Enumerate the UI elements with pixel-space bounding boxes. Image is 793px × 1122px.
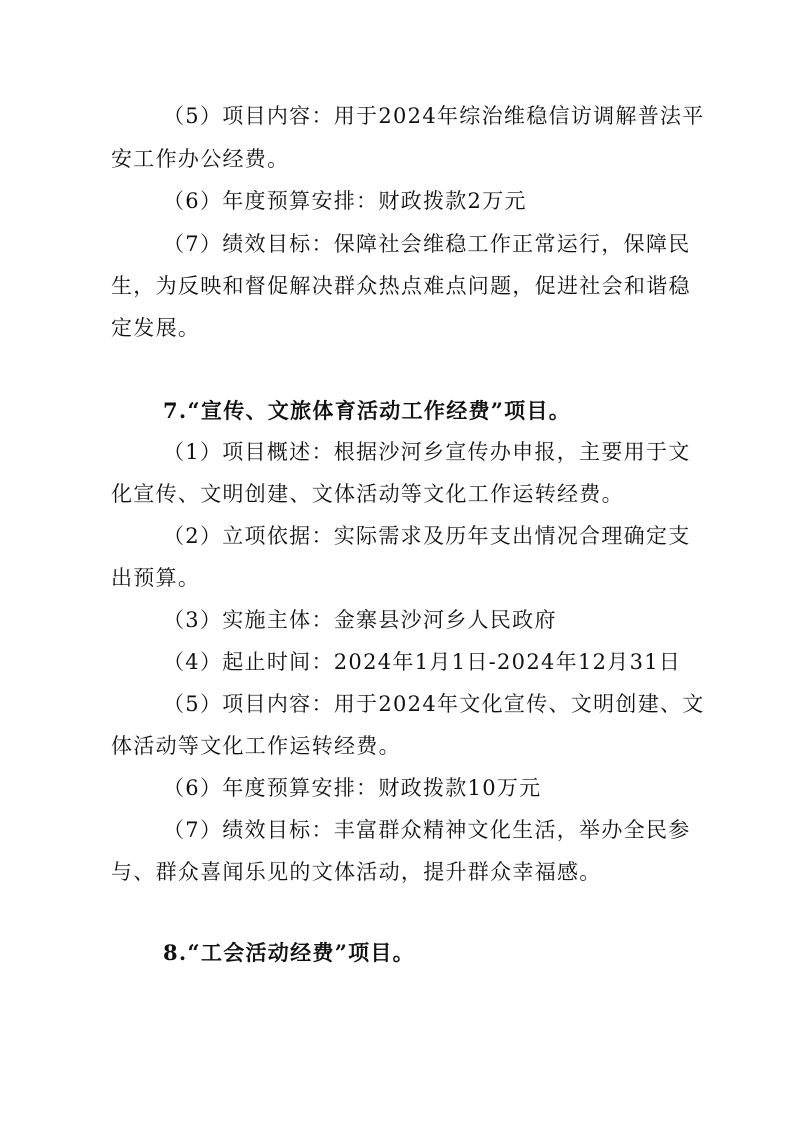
paragraph-line: （2）立项依据：实际需求及历年支出情况合理确定支	[163, 524, 691, 548]
paragraph-line: （7）绩效目标：保障社会维稳工作正常运行，保障民	[163, 232, 691, 256]
paragraph-line: （6）年度预算安排：财政拨款10万元	[163, 776, 542, 800]
paragraph-line: 生，为反映和督促解决群众热点难点问题，促进社会和谐稳	[111, 274, 691, 298]
paragraph-line: 体活动等文化工作运转经费。	[111, 734, 401, 758]
paragraph-line: 与、群众喜闻乐见的文体活动，提升群众幸福感。	[111, 860, 602, 884]
paragraph-line: （5）项目内容：用于2024年综治维稳信访调解普法平	[163, 104, 705, 128]
paragraph-line: （4）起止时间：2024年1月1日-2024年12月31日	[163, 650, 682, 674]
paragraph-line: 出预算。	[111, 566, 201, 590]
paragraph-line: （7）绩效目标：丰富群众精神文化生活，举办全民参	[163, 818, 691, 842]
section-heading: 8.“工会活动经费”项目。	[163, 940, 415, 965]
paragraph-line: （5）项目内容：用于2024年文化宣传、文明创建、文	[163, 692, 705, 716]
paragraph-line: 定发展。	[111, 316, 201, 340]
paragraph-line: （3）实施主体：金寨县沙河乡人民政府	[163, 608, 557, 632]
paragraph-line: （6）年度预算安排：财政拨款2万元	[163, 189, 527, 213]
paragraph-line: 安工作办公经费。	[111, 147, 290, 171]
paragraph-line: 化宣传、文明创建、文体活动等文化工作运转经费。	[111, 482, 624, 506]
section-heading: 7.“宣传、文旅体育活动工作经费”项目。	[163, 398, 572, 423]
paragraph-line: （1）项目概述：根据沙河乡宣传办申报，主要用于文	[163, 440, 691, 464]
